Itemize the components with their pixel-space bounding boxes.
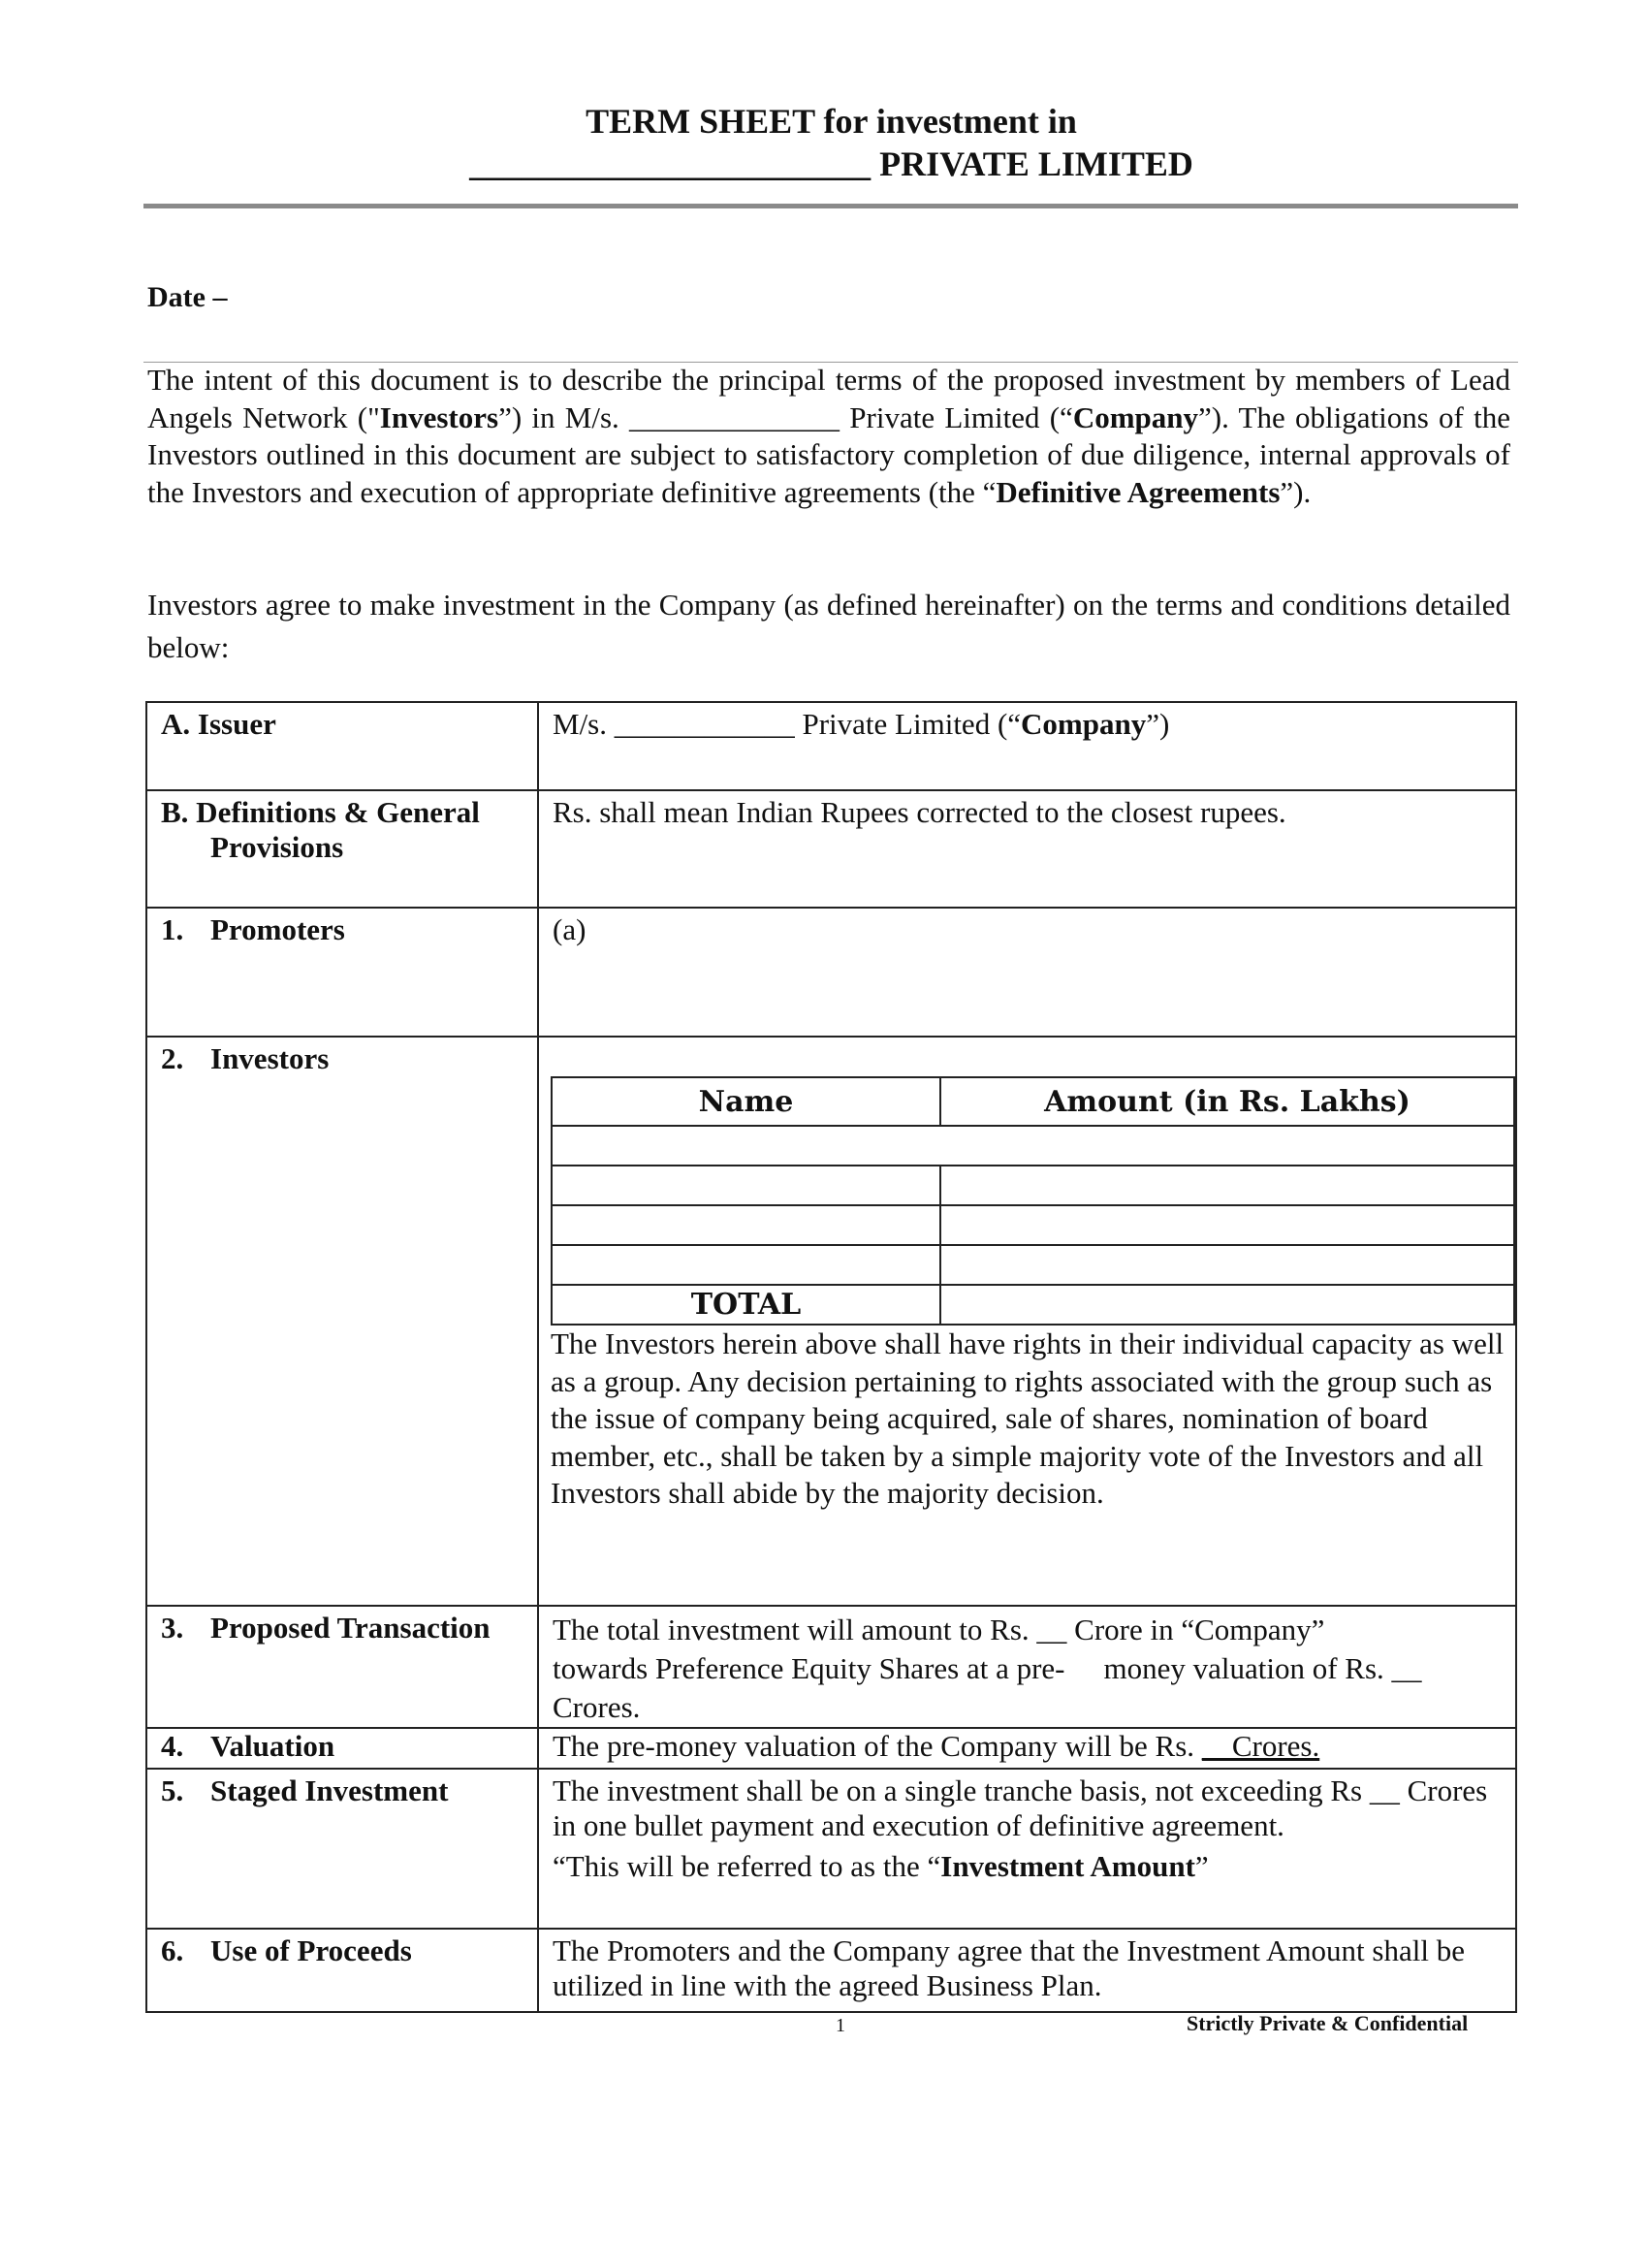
proposed-transaction-label: 3. Proposed Transaction — [161, 1611, 491, 1645]
investors-label: 2. Investors — [161, 1041, 330, 1075]
investor-amount-cell — [940, 1205, 1514, 1245]
definitions-value: Rs. shall mean Indian Rupees corrected to the closest rupees. — [553, 795, 1286, 829]
date-label: Date – — [147, 281, 228, 313]
issuer-value: M/s. ____________ Private Limited (“Company”) — [553, 707, 1170, 741]
table-row — [552, 1166, 1514, 1205]
investors-table — [551, 1076, 1515, 1326]
issuer-row — [146, 702, 1516, 790]
investors-row — [146, 1037, 1516, 1606]
title-divider — [143, 204, 1518, 208]
investor-name-cell — [552, 1205, 940, 1245]
investor-amount-cell — [940, 1166, 1514, 1205]
staged-investment-label: 5. Staged Investment — [161, 1773, 449, 1807]
definitions-row — [146, 790, 1516, 908]
investor-row-merged — [552, 1126, 1514, 1166]
investors-header-row — [552, 1077, 1514, 1126]
definitions-label: B. Definitions & General Provisions — [161, 795, 480, 864]
investor-name-cell — [552, 1166, 940, 1205]
table-row — [552, 1126, 1514, 1166]
total-amount-cell — [940, 1285, 1514, 1325]
valuation-value: The pre-money valuation of the Company will be Rs. __Crores. — [553, 1729, 1320, 1763]
proposed-transaction-row — [146, 1606, 1516, 1728]
page-number: 1 — [836, 2015, 845, 2036]
total-label: TOTAL — [552, 1285, 940, 1325]
issuer-label: A. Issuer — [161, 707, 276, 741]
investors-rights-note: The Investors herein above shall have rights in their individual capacity as well as a group. Any decision pertaining to rights associated with the group such as the issue of company being acquired, sale of shares, nomination of board member, etc., shall be taken by a simple majority vote of the Investors and all Investors shall abide by the majority decision. — [551, 1326, 1505, 1510]
use-of-proceeds-row — [146, 1929, 1516, 2012]
promoters-row — [146, 908, 1516, 1037]
terms-table — [145, 701, 1517, 2013]
document-subtitle: _______________________ PRIVATE LIMITED — [469, 144, 1193, 183]
proposed-transaction-value: The total investment will amount to Rs. __ Crore in “Company” towards Preference Equity Shares at a pre- money valuation of Rs. __ Crores. — [553, 1613, 1422, 1724]
amount-column-header: Amount (in Rs. Lakhs) — [940, 1077, 1514, 1126]
agreement-paragraph: Investors agree to make investment in the Company (as defined hereinafter) on the terms and conditions detailed below: — [147, 588, 1510, 664]
investor-amount-cell — [940, 1245, 1514, 1285]
table-row — [552, 1245, 1514, 1285]
document-title: TERM SHEET for investment in — [586, 102, 1077, 141]
total-row — [552, 1285, 1514, 1325]
promoters-value: (a) — [553, 912, 586, 946]
staged-investment-value: The investment shall be on a single tranche basis, not exceeding Rs __ Crores in one bullet payment and execution of definitive agreement. “This will be referred to as the “Investment Amount” — [553, 1773, 1488, 1883]
table-row — [552, 1205, 1514, 1245]
intro-paragraph: The intent of this document is to describe the principal terms of the proposed investment by members of Lead Angels Network ("Investors”) in M/s. ______________ Private Limited (“Company”). The obligations of the Investors outlined in this document are subject to satisfactory completion of due diligence, internal approvals of the Investors and execution of appropriate definitive agreements (the “Definitive Agreements”). — [147, 363, 1510, 509]
promoters-label: 1. Promoters — [161, 912, 345, 946]
staged-investment-row — [146, 1769, 1516, 1929]
investor-name-cell — [552, 1245, 940, 1285]
valuation-row — [146, 1728, 1516, 1769]
confidentiality-note: Strictly Private & Confidential — [1187, 2011, 1469, 2035]
use-of-proceeds-label: 6. Use of Proceeds — [161, 1933, 412, 1967]
use-of-proceeds-value: The Promoters and the Company agree that the Investment Amount shall be utilized in line with the agreed Business Plan. — [553, 1933, 1465, 2002]
valuation-label: 4. Valuation — [161, 1729, 335, 1763]
name-column-header: Name — [552, 1077, 940, 1126]
